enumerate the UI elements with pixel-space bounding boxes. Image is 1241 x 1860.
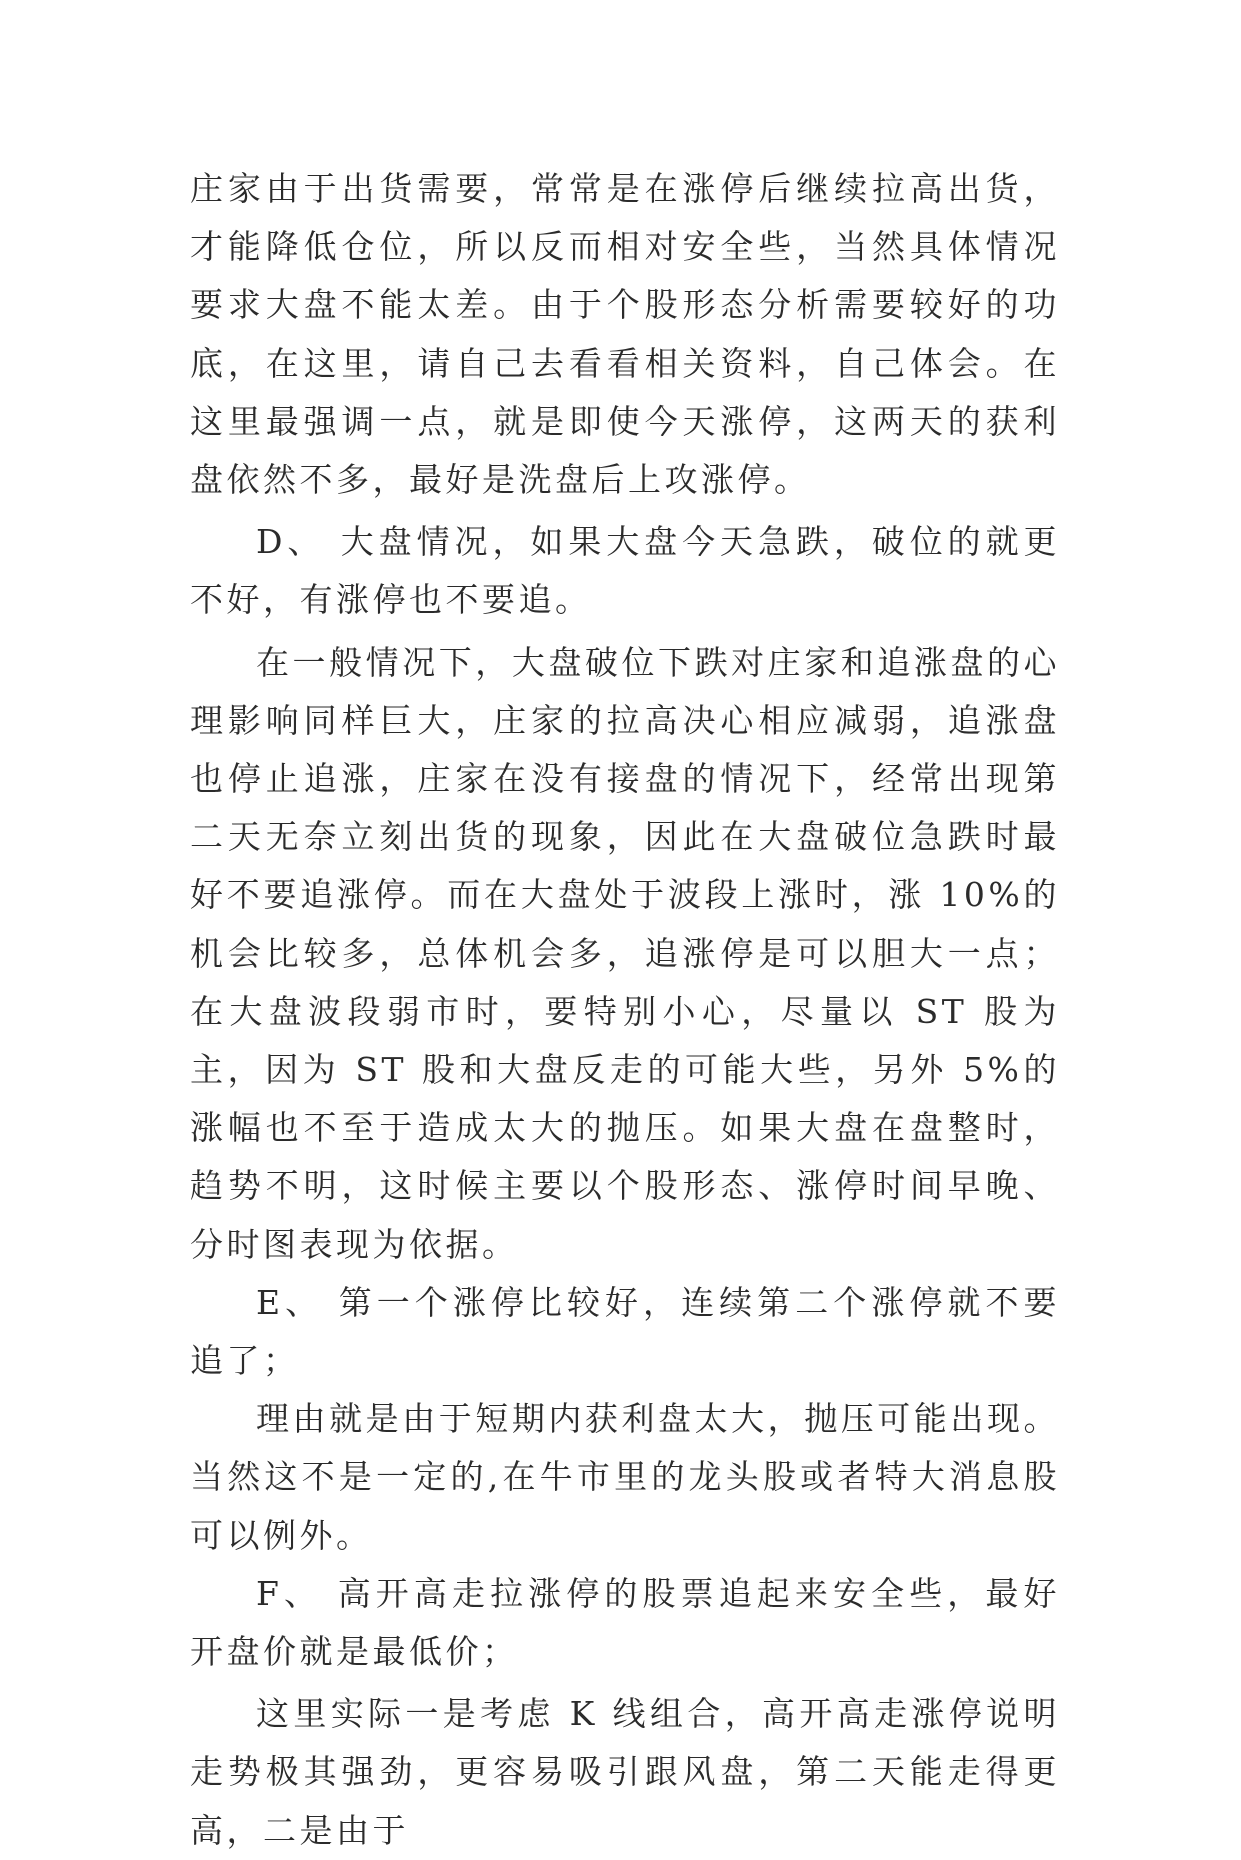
paragraph-1: 庄家由于出货需要，常常是在涨停后继续拉高出货，才能降低仓位，所以反而相对安全些，当然具体情况要求大盘不能太差。由于个股形态分析需要较好的功底，在这里，请自己去看看相关资料，自己体会。在这里最强调一点，就是即使今天涨停，这两天的获利盘依然不多，最好是洗盘后上攻涨停。 — [190, 169, 1060, 500]
paragraph-2-heading-d: D、 大盘情况，如果大盘今天急跌，破位的就更不好，有涨停也不要追。 — [190, 522, 1060, 620]
paragraph-6-heading-f: F、 高开高走拉涨停的股票追起来安全些，最好开盘价就是最低价； — [190, 1573, 1060, 1672]
paragraph-3: 在一般情况下，大盘破位下跌对庄家和追涨盘的心理影响同样巨大，庄家的拉高决心相应减弱，追涨盘也停止追涨，庄家在没有接盘的情况下，经常出现第二天无奈立刻出货的现象，因此在大盘破位急跌时最好不要追涨停。而在大盘处于波段上涨时，涨 10%的机会比较多，总体机会多，追涨停是可以胆大一点；在大盘波段弱市时，要特别小心，尽量以 ST 股为主，因为 ST 股和大盘反走的可能大些，另外 5%的涨幅也不至于造成太大的抛压。如果大盘在盘整时，趋势不明，这时候主要以个股形态、涨停时间早晚、分时图表现为依据。 — [190, 642, 1060, 1264]
paragraph-5: 理由就是由于短期内获利盘太大，抛压可能出现。当然这不是一定的,在牛市里的龙头股或者特大消息股可以例外。 — [190, 1399, 1060, 1555]
paragraph-7: 这里实际一是考虑 K 线组合，高开高走涨停说明走势极其强劲，更容易吸引跟风盘，第二天能走得更高，二是由于 — [190, 1694, 1060, 1850]
document-body — [190, 160, 1060, 1860]
paragraph-4-heading-e: E、 第一个涨停比较好，连续第二个涨停就不要追了； — [190, 1282, 1060, 1381]
